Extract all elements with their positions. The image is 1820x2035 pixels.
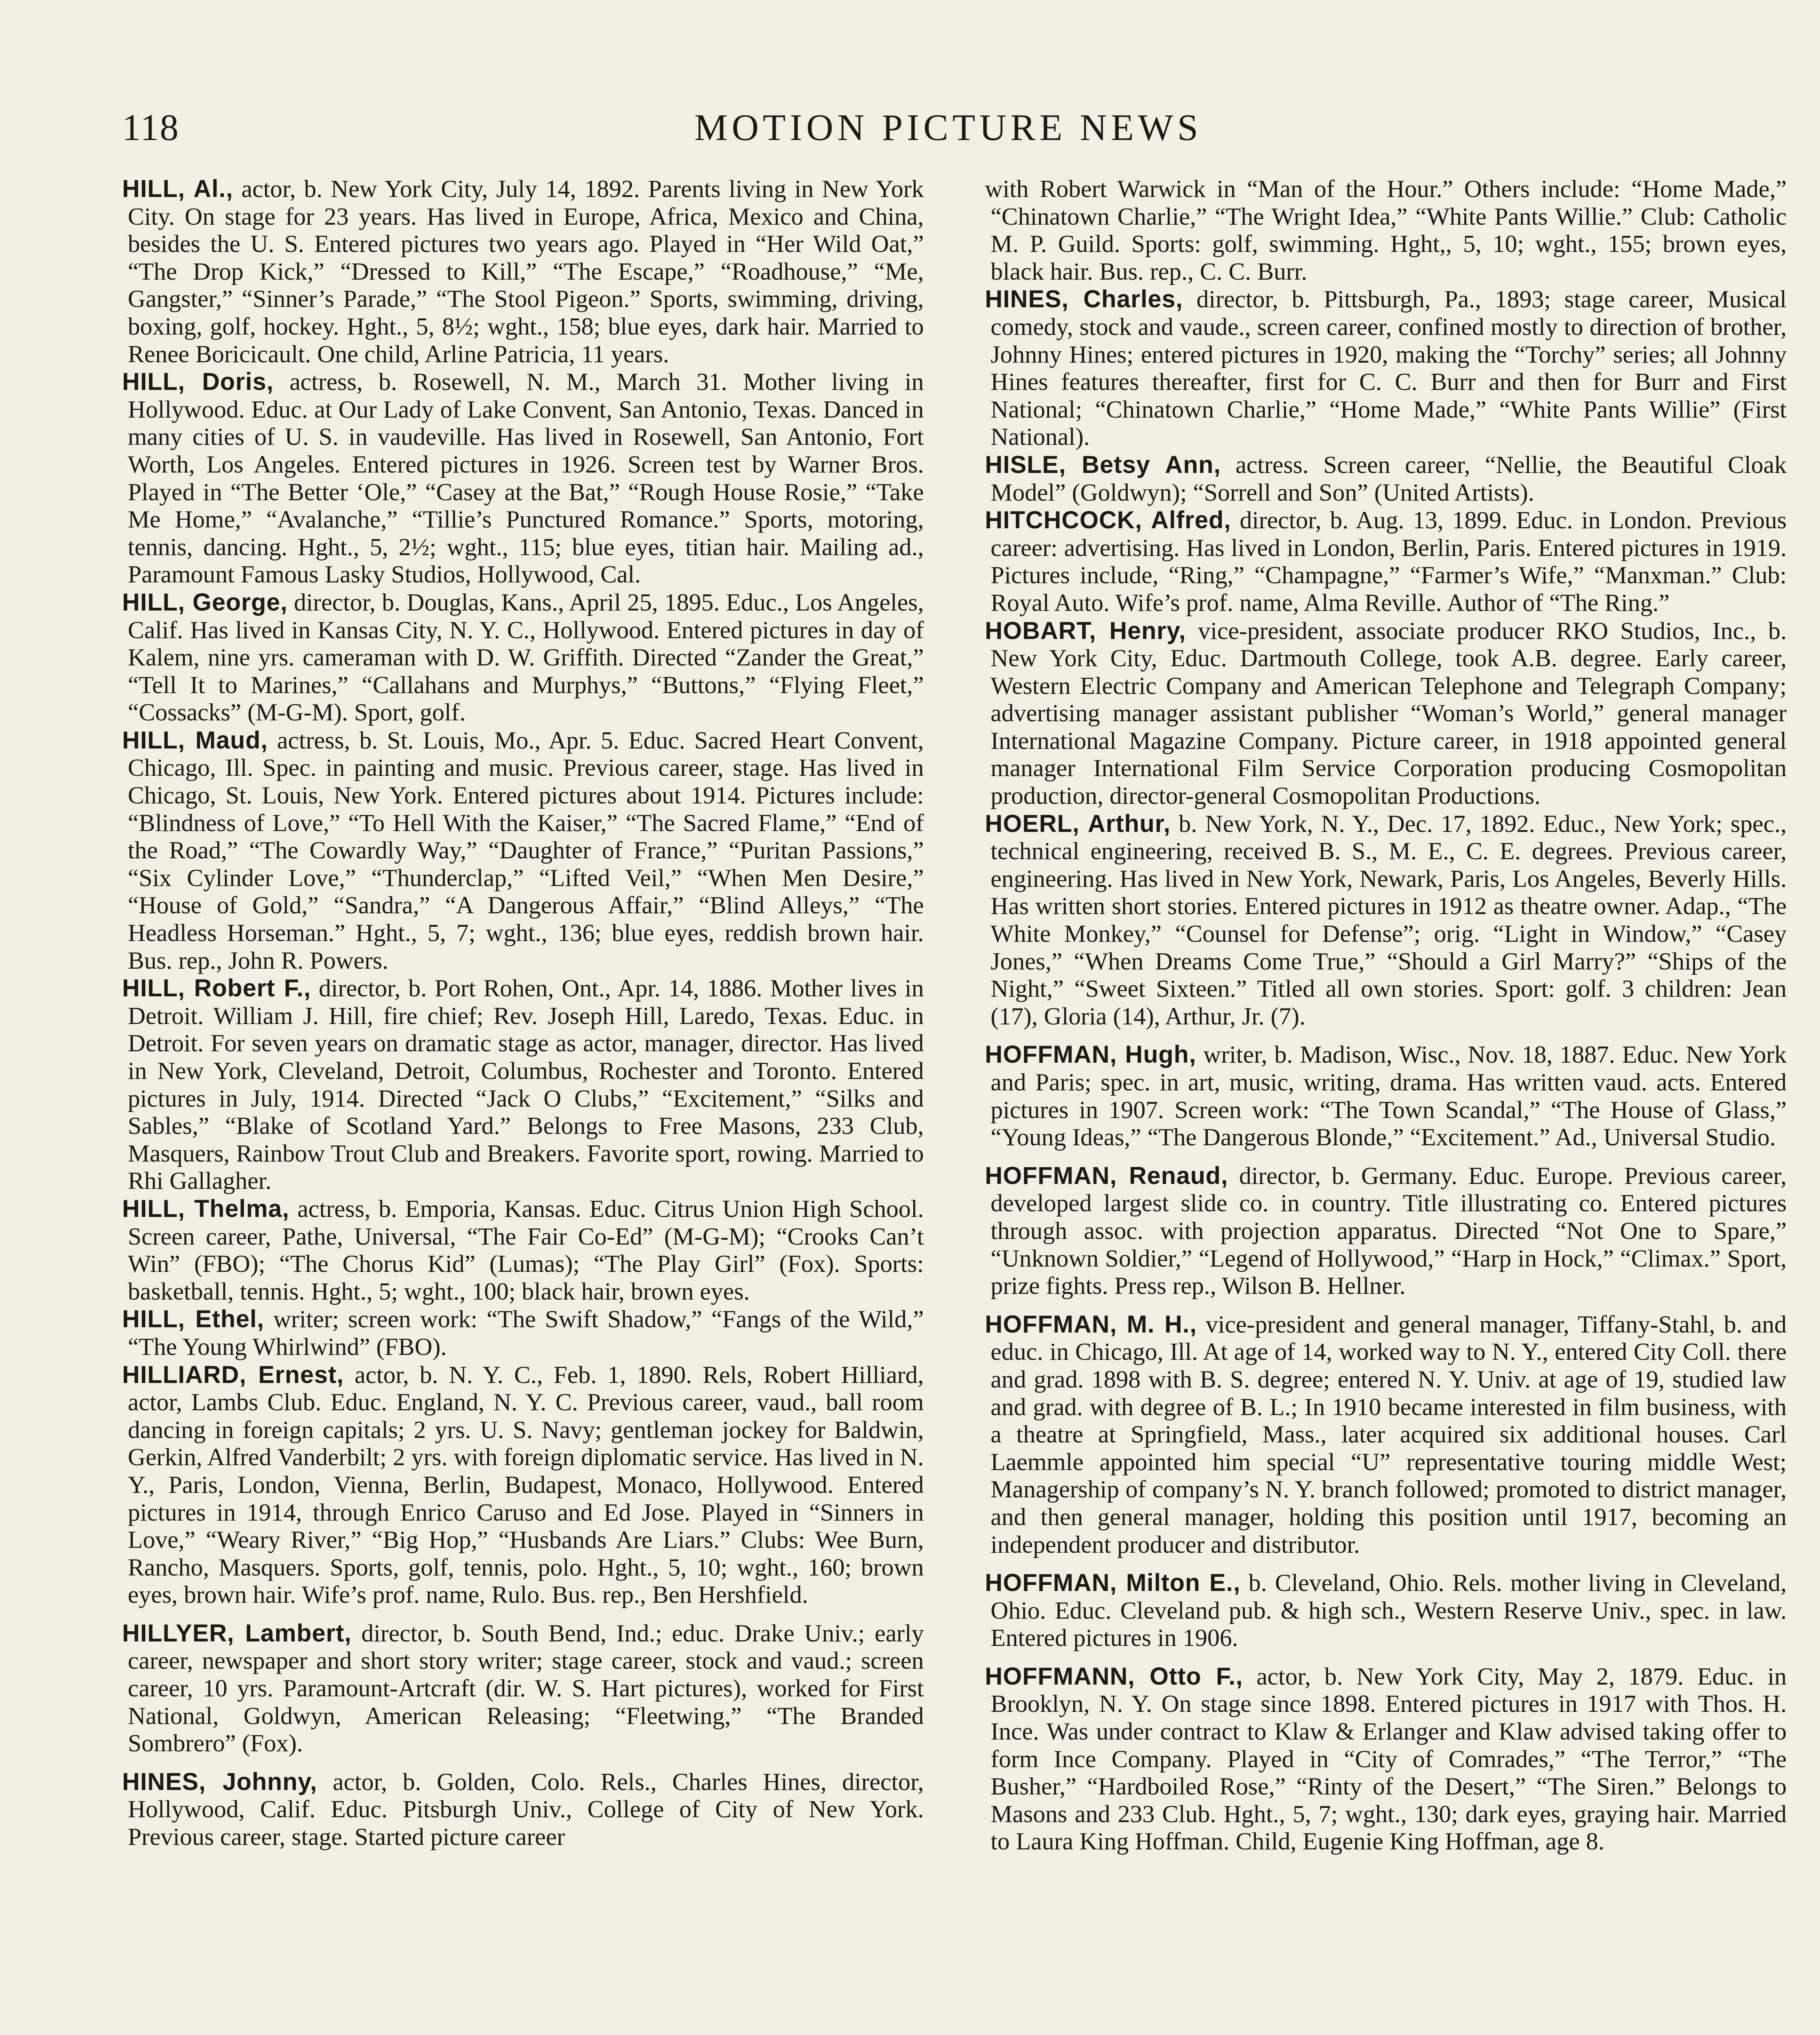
entry-name: HOERL, Arthur, xyxy=(985,810,1171,837)
entry-name: HITCHCOCK, Alfred, xyxy=(985,506,1232,534)
entry-text: director, b. Aug. 13, 1899. Educ. in London. Previous career: advertising. Has lived in London, Berlin, Paris. Entered pictures in 1919. Pictures include, “Ring,” “Champagne,” “Farmer’s Wife,” “Manxman.” Club: Royal Auto. Wife’s prof. name, Alma Reville. Author of “The Ring.” xyxy=(991,507,1787,617)
entry-name: HILL, Robert F., xyxy=(122,974,311,1002)
entry-name: HOFFMAN, Milton E., xyxy=(985,1569,1241,1597)
directory-entry xyxy=(985,451,1787,506)
running-title: MOTION PICTURE NEWS xyxy=(694,107,1202,148)
entry-text: actress, b. Rosewell, N. M., March 31. Mother living in Hollywood. Educ. at Our Lady of Lake Convent, San Antonio, Texas. Danced in many cities of U. S. in vaudeville. Has lived in Rosewell, San Antonio, Fort Worth, Los Angeles. Entered pictures in 1926. Screen test by Warner Bros. Played in “The Better ‘Ole,” “Casey at the Bat,” “Rough House Rosie,” “Take Me Home,” “Avalanche,” “Tillie’s Punctured Romance.” Sports, motoring, tennis, dancing. Hght., 5, 2½; wght., 115; blue eyes, titian hair. Mailing ad., Paramount Famous Lasky Studios, Hollywood, Cal. xyxy=(128,368,924,589)
right-column xyxy=(985,175,1787,1856)
directory-entry xyxy=(122,175,924,368)
directory-entry xyxy=(985,1162,1787,1300)
entry-text: actor, b. N. Y. C., Feb. 1, 1890. Rels, Robert Hilliard, actor, Lambs Club. Educ. England, N. Y. C. Previous career, vaud., ball room dancing in foreign capitals; 2 yrs. U. S. Navy; gentleman jockey for Baldwin, Gerkin, Alfred Vanderbilt; 2 yrs. with foreign diplomatic service. Has lived in N. Y., Paris, London, Vienna, Berlin, Budapest, Monaco, Hollywood. Entered pictures in 1914, through Enrico Caruso and Ed Jose. Played in “Sinners in Love,” “Weary River,” “Big Hop,” “Husbands Are Liars.” Clubs: Wee Burn, Rancho, Masquers. Sports, golf, tennis, polo. Hght., 5, 10; wght., 160; brown eyes, brown hair. Wife’s prof. name, Rulo. Bus. rep., Ben Hershfield. xyxy=(128,1361,924,1609)
directory-entry xyxy=(985,1041,1787,1151)
entry-name: HOFFMANN, Otto F., xyxy=(985,1662,1243,1690)
directory-entry xyxy=(122,1305,924,1361)
directory-entry xyxy=(122,1619,924,1757)
entry-text: with Robert Warwick in “Man of the Hour.” Others include: “Home Made,” “Chinatown Charlie,” “The Wright Idea,” “White Pants Willie.” Club: Catholic M. P. Guild. Sports: golf, swimming. Hght,, 5, 10; wght., 155; brown eyes, black hair. Bus. rep., C. C. Burr. xyxy=(985,175,1787,285)
entry-name: HILL, Thelma, xyxy=(122,1195,289,1222)
entry-text: vice-president, associate producer RKO Studios, Inc., b. New York City, Educ. Dartmouth College, took A.B. degree. Early career, Western Electric Company and American Telephone and Telegraph Company; advertising manager assistant publisher “Woman’s World,” general manager International Magazine Company. Picture career, in 1918 appointed general manager International Film Service Corporation producing Cosmopolitan production, director-general Cosmopolitan Productions. xyxy=(991,617,1787,810)
entry-text: actor, b. New York City, May 2, 1879. Educ. in Brooklyn, N. Y. On stage since 1898. Entered pictures in 1917 with Thos. H. Ince. Was under contract to Klaw & Erlanger and Klaw advised taking offer to form Ince Company. Played in “City of Comrades,” “The Terror,” “The Busher,” “Hardboiled Rose,” “Rinty of the Desert,” “The Siren.” Belongs to Masons and 233 Club. Hght., 5, 7; wght., 130; dark eyes, graying hair. Married to Laura King Hoffman. Child, Eugenie King Hoffman, age 8. xyxy=(991,1663,1787,1856)
entry-name: HILL, George, xyxy=(122,588,288,616)
entry-name: HILL, Maud, xyxy=(122,726,268,754)
directory-entry xyxy=(122,1768,924,1851)
entry-text: actress, b. St. Louis, Mo., Apr. 5. Educ. Sacred Heart Convent, Chicago, Ill. Spec. in painting and music. Previous career, stage. Has lived in Chicago, St. Louis, New York. Entered pictures about 1914. Pictures include: “Blindness of Love,” “To Hell With the Kaiser,” “The Sacred Flame,” “End of the Road,” “The Cowardly Way,” “Daughter of France,” “Puritan Passions,” “Six Cylinder Love,” “Thunderclap,” “Lifted Veil,” “When Men Desire,” “House of Gold,” “Sandra,” “A Dangerous Affair,” “Blind Alleys,” “The Headless Horseman.” Hght., 5, 7; wght., 136; blue eyes, reddish brown hair. Bus. rep., John R. Powers. xyxy=(128,726,924,974)
directory-entry xyxy=(122,1195,924,1305)
entry-name: HOFFMAN, M. H., xyxy=(985,1310,1197,1338)
entry-name: HOFFMAN, Hugh, xyxy=(985,1041,1197,1068)
directory-entry xyxy=(985,810,1787,1031)
entry-text: director, b. Port Rohen, Ont., Apr. 14, 1886. Mother lives in Detroit. William J. Hill, fire chief; Rev. Joseph Hill, Laredo, Texas. Educ. in Detroit. For seven years on dramatic stage as actor, manager, director. Has lived in New York, Cleveland, Detroit, Columbus, Rochester and Toronto. Entered pictures in July, 1914. Directed “Jack O Clubs,” “Excitement,” “Silks and Sables,” “Blake of Scotland Yard.” Belongs to Free Masons, 233 Club, Masquers, Rainbow Trout Club and Breakers. Favorite sport, rowing. Married to Rhi Gallagher. xyxy=(128,975,924,1195)
entry-name: HILL, Ethel, xyxy=(122,1305,265,1333)
entry-text: b. Cleveland, Ohio. Rels. mother living in Cleveland, Ohio. Educ. Cleveland pub. & high sch., Western Reserve Univ., spec. in law. Entered pictures in 1906. xyxy=(991,1569,1787,1652)
left-column xyxy=(122,175,924,1851)
entry-text: director, b. South Bend, Ind.; educ. Drake Univ.; early career, newspaper and short story writer; stage career, stock and vaud.; screen career, 10 yrs. Paramount-Artcraft (dir. W. S. Hart pictures), worked for First National, Goldwyn, American Releasing; “Fleetwing,” “The Branded Sombrero” (Fox). xyxy=(128,1619,924,1757)
entry-name: HOFFMAN, Renaud, xyxy=(985,1162,1228,1189)
entry-name: HILLYER, Lambert, xyxy=(122,1619,352,1647)
directory-entry xyxy=(985,175,1787,285)
entry-text: actor, b. Golden, Colo. Rels., Charles Hines, director, Hollywood, Calif. Educ. Pitsburgh Univ., College of City of New York. Previous career, stage. Started picture career xyxy=(128,1768,924,1851)
directory-entry xyxy=(985,506,1787,617)
directory-entry xyxy=(122,1361,924,1609)
entry-name: HOBART, Henry, xyxy=(985,617,1186,644)
page-number: 118 xyxy=(122,107,179,148)
page-header xyxy=(122,102,1774,159)
directory-entry xyxy=(122,589,924,726)
directory-entry xyxy=(985,1311,1787,1558)
entry-text: director, b. Douglas, Kans., April 25, 1895. Educ., Los Angeles, Calif. Has lived in Kansas City, N. Y. C., Hollywood. Entered pictures in day of Kalem, nine yrs. cameraman with D. W. Griffith. Directed “Zander the Great,” “Tell It to Marines,” “Callahans and Murphys,” “Buttons,” “Flying Fleet,” “Cossacks” (M-G-M). Sport, golf. xyxy=(128,589,924,726)
directory-entry xyxy=(122,974,924,1195)
entry-name: HINES, Charles, xyxy=(985,285,1183,313)
entry-text: b. New York, N. Y., Dec. 17, 1892. Educ., New York; spec., technical engineering, received B. S., M. E., C. E. degrees. Previous career, engineering. Has lived in New York, Newark, Paris, Los Angeles, Beverly Hills. Has written short stories. Entered pictures in 1912 as theatre owner. Adap., “The White Monkey,” “Counsel for Defense”; orig. “Light in Window,” “Casey Jones,” “When Dreams Come True,” “Should a Girl Marry?” “Ships of the Night,” “Sweet Sixteen.” Titled all own stories. Sport: golf. 3 children: Jean (17), Gloria (14), Arthur, Jr. (7). xyxy=(991,810,1787,1030)
entry-name: HISLE, Betsy Ann, xyxy=(985,451,1221,478)
directory-entry xyxy=(122,726,924,974)
directory-entry xyxy=(985,285,1787,451)
entry-text: director, b. Germany. Educ. Europe. Previous career, developed largest slide co. in country. Title illustrating co. Entered pictures through assoc. with projection apparatus. Directed “Not One to Spare,” “Unknown Soldier,” “Legend of Hollywood,” “Harp in Hock,” “Climax.” Sport, prize fights. Press rep., Wilson B. Hellner. xyxy=(991,1162,1787,1300)
entry-text: actress, b. Emporia, Kansas. Educ. Citrus Union High School. Screen career, Pathe, Universal, “The Fair Co-Ed” (M-G-M); “Crooks Can’t Win” (FBO); “The Chorus Kid” (Lumas); “The Play Girl” (Fox). Sports: basketball, tennis. Hght., 5; wght., 100; black hair, brown eyes. xyxy=(128,1195,924,1305)
directory-entry xyxy=(122,368,924,589)
entry-name: HINES, Johnny, xyxy=(122,1768,317,1795)
directory-entry xyxy=(985,1569,1787,1652)
entry-text: director, b. Pittsburgh, Pa., 1893; stage career, Musical comedy, stock and vaude., screen career, confined mostly to direction of brother, Johnny Hines; entered pictures in 1920, making the “Torchy” series; all Johnny Hines features thereafter, first for C. C. Burr and then for Burr and First National; “Chinatown Charlie,” “Home Made,” “White Pants Willie” (First National). xyxy=(991,286,1787,451)
entry-name: HILL, Doris, xyxy=(122,368,274,396)
entry-text: writer, b. Madison, Wisc., Nov. 18, 1887. Educ. New York and Paris; spec. in art, music, writing, drama. Has written vaud. acts. Entered pictures in 1907. Screen work: “The Town Scandal,” “The House of Glass,” “Young Ideas,” “The Dangerous Blonde,” “Excitement.” Ad., Universal Studio. xyxy=(991,1041,1787,1151)
directory-entry xyxy=(985,1663,1787,1856)
directory-entry xyxy=(985,617,1787,810)
entry-text: vice-president and general manager, Tiffany-Stahl, b. and educ. in Chicago, Ill. At age of 14, worked way to N. Y., entered City Coll. there and grad. 1898 with B. S. degree; entered N. Y. Univ. at age of 19, studied law and grad. with degree of B. L.; In 1910 became interested in film business, with a theatre at Springfield, Mass., later acquired six additional houses. Carl Laemmle appointed him special “U” representative touring middle West; Managership of company’s N. Y. branch followed; promoted to district manager, and then general manager, holding this position until 1917, becoming an independent producer and distributor. xyxy=(991,1311,1787,1558)
entry-text: actor, b. New York City, July 14, 1892. Parents living in New York City. On stage for 23 years. Has lived in Europe, Africa, Mexico and China, besides the U. S. Entered pictures two years ago. Played in “Her Wild Oat,” “The Drop Kick,” “Dressed to Kill,” “The Escape,” “Roadhouse,” “Me, Gangster,” “Sinner’s Parade,” “The Stool Pigeon.” Sports, swimming, driving, boxing, golf, hockey. Hght., 5, 8½; wght., 158; blue eyes, dark hair. Married to Renee Boricicault. One child, Arline Patricia, 11 years. xyxy=(128,175,924,368)
entry-text: writer; screen work: “The Swift Shadow,” “Fangs of the Wild,” “The Young Whirlwind” (FBO). xyxy=(128,1306,924,1361)
entry-name: HILL, Al., xyxy=(122,175,233,202)
entry-text: actress. Screen career, “Nellie, the Beautiful Cloak Model” (Goldwyn); “Sorrell and Son” (United Artists). xyxy=(991,451,1787,506)
entry-name: HILLIARD, Ernest, xyxy=(122,1361,344,1388)
